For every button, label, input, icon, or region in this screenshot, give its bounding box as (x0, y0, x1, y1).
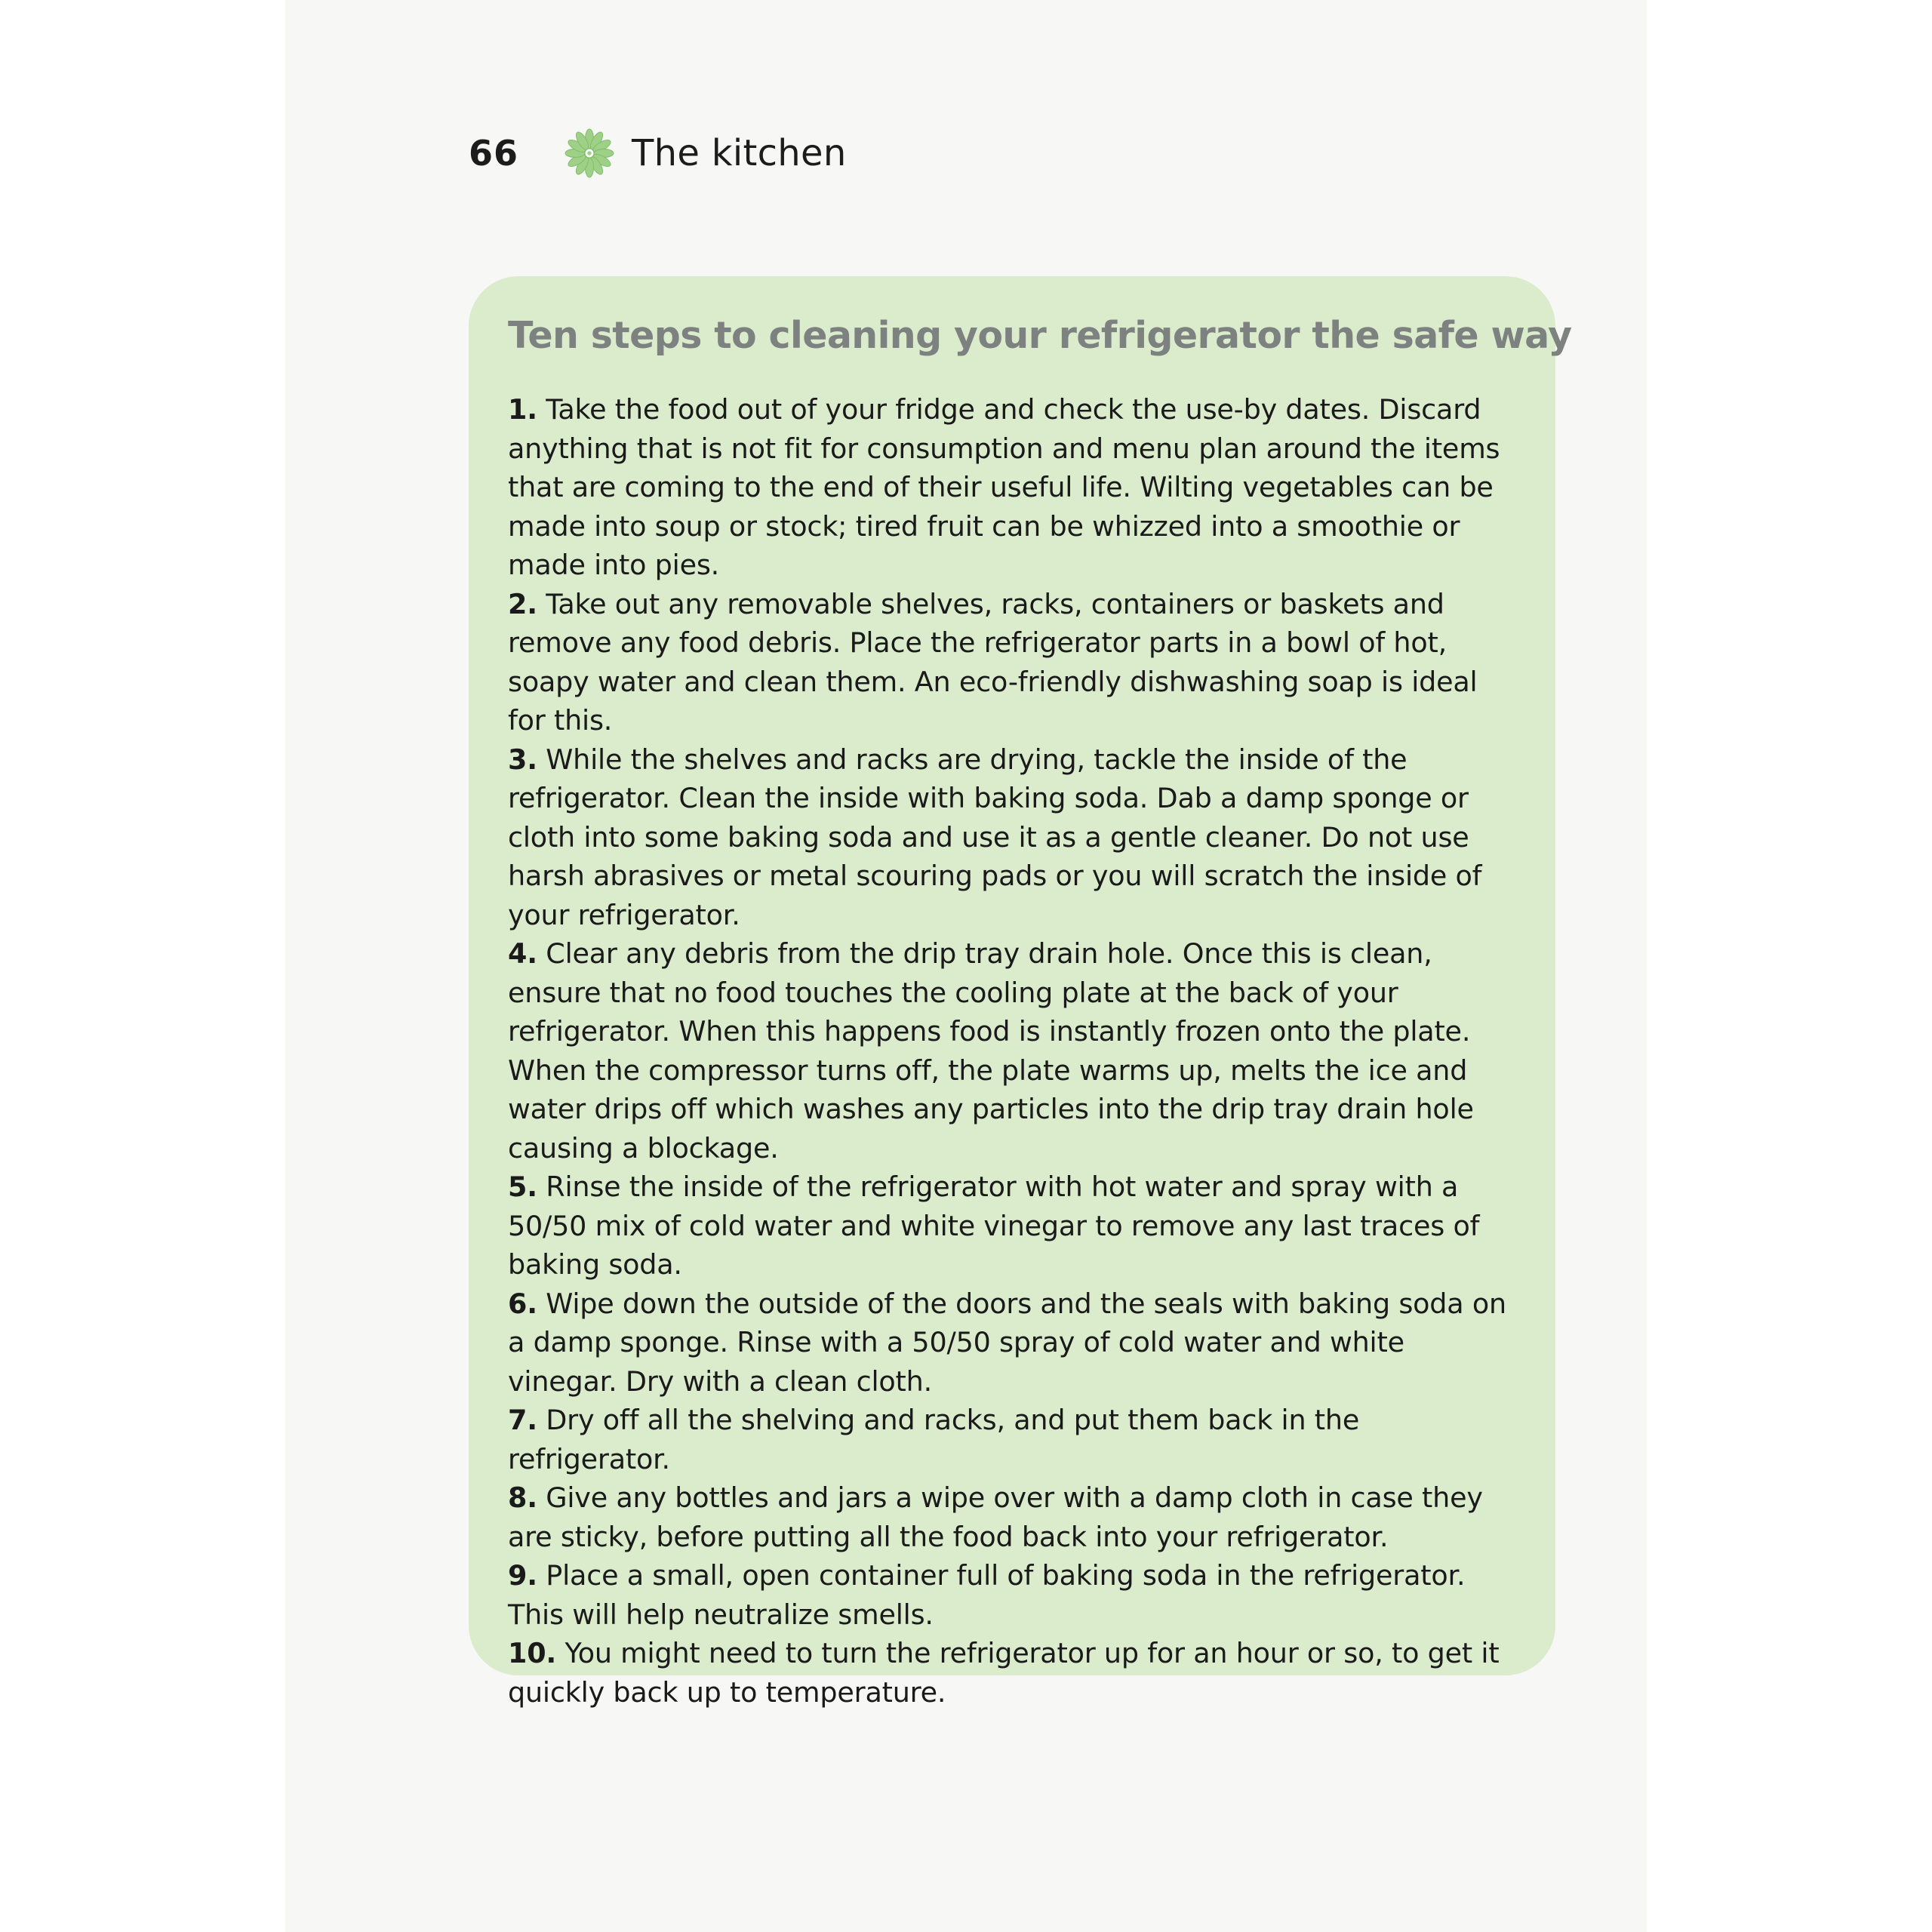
step-item (508, 1168, 1521, 1284)
step-item (508, 390, 1521, 585)
step-number: 1. (508, 393, 537, 426)
step-item (508, 1556, 1521, 1634)
flower-icon (564, 128, 615, 179)
step-text: Clear any debris from the drip tray drain hole. Once this is clean, ensure that no food touches the cooling plate at the back of your refrigerator. When this happens food is instantly frozen onto the plate. When the compressor turns off, the plate warms up, melts the ice and water drips off which washes any particles into the drip tray drain hole causing a blockage. (508, 937, 1474, 1164)
step-number: 5. (508, 1171, 537, 1203)
step-number: 4. (508, 937, 537, 970)
step-item (508, 1284, 1521, 1401)
step-text: Dry off all the shelving and racks, and put them back in the refrigerator. (508, 1404, 1360, 1475)
step-number: 6. (508, 1287, 537, 1320)
box-heading: Ten steps to cleaning your refrigerator the safe way (508, 314, 1572, 357)
step-item (508, 585, 1521, 740)
step-item (508, 1478, 1521, 1556)
step-item (508, 1401, 1521, 1478)
step-number: 3. (508, 743, 537, 776)
page-number: 66 (469, 133, 519, 174)
section-title: The kitchen (632, 132, 847, 174)
running-head (469, 127, 847, 180)
steps-list (508, 390, 1521, 1712)
step-text: You might need to turn the refrigerator up for an hour or so, to get it quickly back up to temperature. (508, 1637, 1500, 1709)
step-number: 7. (508, 1404, 537, 1436)
step-text: Rinse the inside of the refrigerator with hot water and spray with a 50/50 mix of cold water and white vinegar to remove any last traces of baking soda. (508, 1171, 1480, 1281)
tip-box (469, 276, 1572, 1709)
step-item (508, 934, 1521, 1168)
step-number: 8. (508, 1481, 537, 1514)
step-number: 9. (508, 1559, 537, 1592)
step-number: 2. (508, 587, 537, 620)
step-text: Take out any removable shelves, racks, containers or baskets and remove any food debris. Place the refrigerator parts in a bowl of hot, soapy water and clean them. An eco-friendly dishwashing soap is ideal for this. (508, 587, 1478, 737)
step-text: Wipe down the outside of the doors and the seals with baking soda on a damp sponge. Rinse with a 50/50 spray of cold water and white vinegar. Dry with a clean cloth. (508, 1287, 1506, 1398)
step-text: Take the food out of your fridge and check the use-by dates. Discard anything that is not fit for consumption and menu plan around the items that are coming to the end of their useful life. Wilting vegetables can be made into soup or stock; tired fruit can be whizzed into a smoothie or made into pies. (508, 393, 1500, 581)
step-item (508, 1634, 1521, 1712)
step-text: Place a small, open container full of baking soda in the refrigerator. This will help neutralize smells. (508, 1559, 1466, 1631)
step-number: 10. (508, 1637, 557, 1669)
step-text: Give any bottles and jars a wipe over with a damp cloth in case they are sticky, before putting all the food back into your refrigerator. (508, 1481, 1483, 1553)
step-text: While the shelves and racks are drying, tackle the inside of the refrigerator. Clean the inside with baking soda. Dab a damp sponge or cloth into some baking soda and use it as a gentle cleaner. Do not use harsh abrasives or metal scouring pads or you will scratch the inside of your refrigerator. (508, 743, 1482, 931)
step-item (508, 740, 1521, 935)
